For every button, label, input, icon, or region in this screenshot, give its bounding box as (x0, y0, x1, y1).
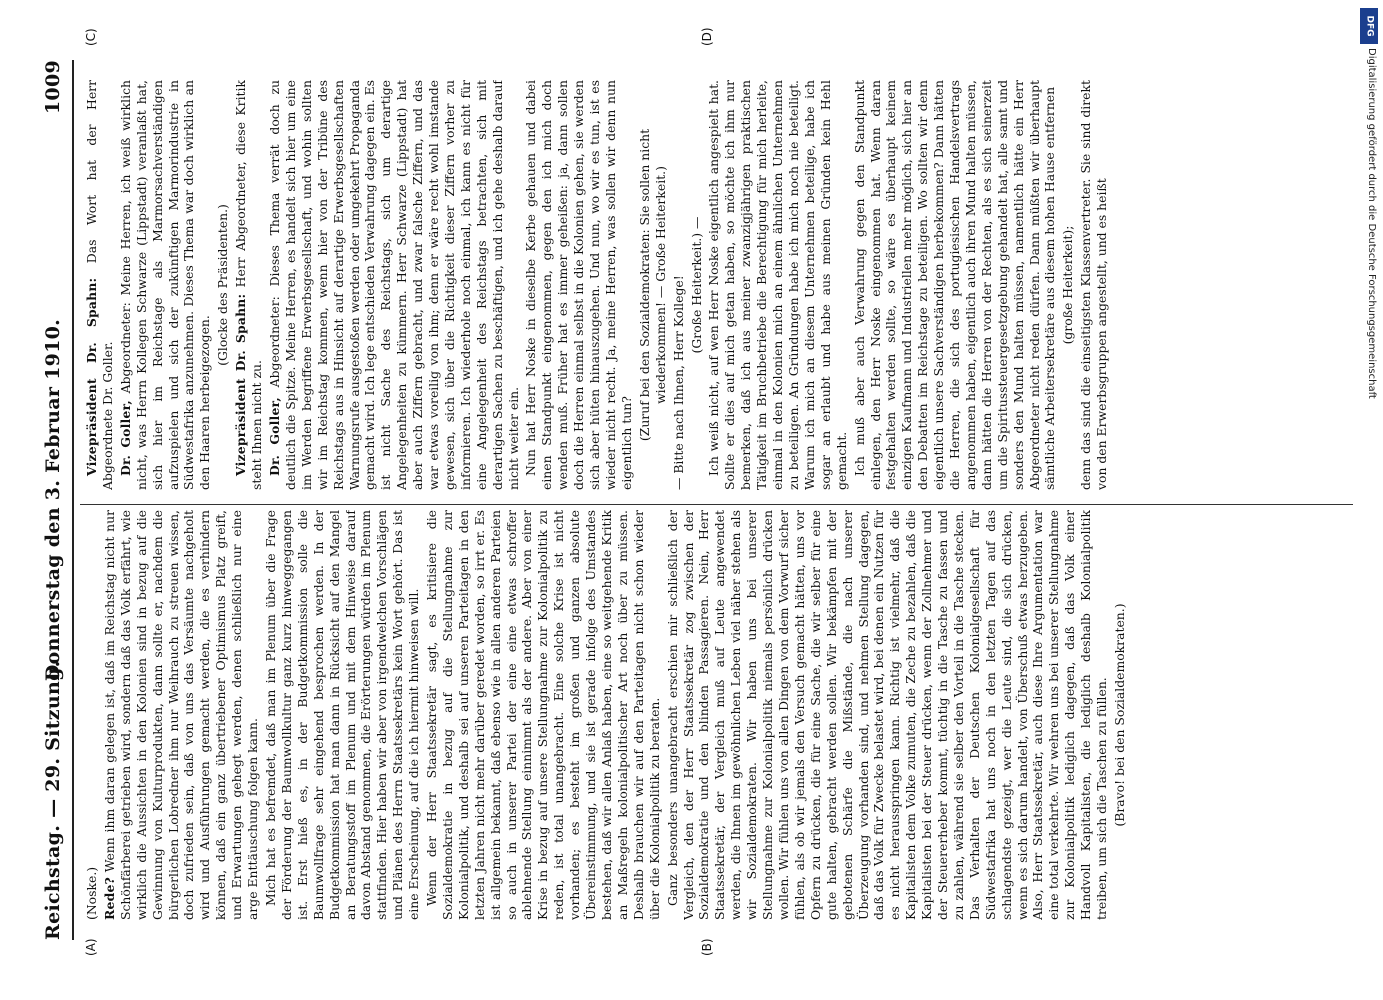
speaker-tag: (Noske.) (84, 866, 99, 920)
paragraph: Ich muß aber auch Verwahrung gegen den Standpunkt einlegen, den Herr Noske eingenommen hat. Wenn daran festgehalten werden sollte, so wäre es überhaupt keinem einzigen Kaufmann und Industriellen mehr möglich, sich hier an den Debatten im Reichstage zu beteiligen. Wo sollten wir denn eigentlich unsere Sachverständigen herbekommen? Dann hätten die Herren, die sich des portugiesischen Handelsvertrags angenommen haben, eigentlich auch ihren Mund halten müssen, dann hätten die Herren von der Rechten, als es sich seinerzeit um die Spiritussteuergesetzgebung gehandelt hat, alle samt und sonders den Mund halten müssen, namentlich hätte ein Herr Abgeordneter nicht reden dürfen. Dann müßten wir überhaupt sämtliche Arbeitersekretäre aus diesem hohen Hause entfernen (851, 80, 1058, 490)
paragraph (84, 80, 116, 490)
page-header (36, 60, 70, 940)
speaker-name: Vizepräsident Dr. Spahn: (84, 277, 99, 476)
paragraph-text: Abgeordneter: Meine Herren, ich weiß wirklich nicht, was Herrn Kollegen Schwarze (Lippstadt) veranlaßt hat, sich hier im Reichstage als Marmorsachverständigen aufzuspielen und sich der zukünftigen Marmorindustrie in Südwestafrika anzunehmen. Dieses Thema war doch wirklich an den Haaren herbeigezogen. (117, 80, 213, 490)
interjection: (Große Heiterkeit.) — (688, 216, 704, 354)
margin-letter-a: (A) (84, 938, 98, 956)
paragraph: Mich hat es befremdet, daß man im Plenum über die Frage der Förderung der Baumwollkultur ganz kurz hinweggegangen ist. Erst hieß es, in der Budgetkommission solle die Baumwollfrage sehr eingehend besprochen werden. In der Budgetkommission hat man dann in Rücksicht auf den Mangel an Beratungsstoff im Plenum und mit dem Hinweise darauf davon Abstand genommen, die Erörterungen würden im Plenum stattfinden. Hier haben wir aber von irgendwelchen Vorschlägen und Plänen des Herrn Staatssekretärs kein Wort gehört. Das ist eine Erscheinung, auf die ich hiermit hinweisen will. (262, 510, 422, 920)
paragraph: denn das sind die einseitigsten Klassenvertreter. Sie sind direkt von den Erwerbsgruppen angestellt, und es heißt (1078, 80, 1110, 490)
header-session: Reichstag. — 29. Sitzung. (42, 660, 64, 940)
paragraph-text: Das Wort hat der Herr Abgeordnete Dr. Goller. (84, 80, 115, 490)
margin-letter-d: (D) (700, 27, 714, 46)
paragraph (267, 80, 522, 490)
paragraph: Ich weiß nicht, auf wen Herr Noske eigentlich angespielt hat. Sollte er dies auf mich getan haben, so möchte ich ihm nur bemerken, daß ich aus meiner zwanzigjährigen praktischen Tätigkeit im Bruchbetriebe die Berechtigung für mich herleite, einmal in den Kolonien mich an einem ähnlichen Unternehmen zu beteiligen. An Gründungen habe ich mich noch nie beteiligt. Warum ich mich an diesem Unternehmen beteilige, habe ich sogar an erlaubt und habe aus meinen Gründen kein Hehl gemacht. (706, 80, 849, 490)
interjection: (große Heiterkeit); (1060, 225, 1076, 345)
paragraph-text: Herr Abgeordneter, diese Kritik steht Ihnen nicht zu. (233, 80, 265, 490)
paragraph: Wenn der Herr Staatssekretär sagt, es kritisiere die Sozialdemokratie in bezug auf die Stellungnahme zur Kolonialpolitik, und deshalb sei auf unseren Parteitagen in den letzten Jahren nicht mehr darüber geredet worden, so irrt er. Es ist allgemein bekannt, daß ebenso wie in allen anderen Parteien so auch in unserer Partei der eine eine etwas schroffer ablehnende Stellung einnimmt als der andere. Aber von einer Krise in bezug auf unsere Stellungnahme zur Kolonialpolitik zu reden, ist total unangebracht. Eine solche Krise ist nicht vorhanden; es besteht im großen und ganzen absolute Übereinstimmung, und sie ist gerade infolge des Umstandes bestehen, daß wir allen Anlaß haben, eine so weitgehende Kritik an Maßregeln kolonialpolitischer Art noch über zu müssen. Deshalb brauchen wir auf den Parteitagen nicht schon wieder über die Kolonialpolitik zu beraten. (424, 510, 662, 920)
paragraph-text: Abgeordneter: Dieses Thema verrät doch zu deutlich die Spitze. Meine Herren, es handelt sich hier um eine im Werden begriffene Erwerbsgesellschaft, und wohin sollten wir im Reichstag kommen, wenn hier von der Tribüne des Reichstags aus in Hinsicht auf derartige Erwerbsgesellschaften Warnungsrufe ausgestoßen werden oder umgekehrt Propaganda gemacht wird. Ich lege entschieden Verwahrung dagegen ein. Es ist nicht Sache des Reichstags, sich um derartige Angelegenheiten zu kümmern. Herr Schwarze (Lippstadt) hat aber auch Ziffern gebracht, und zwar falsche Ziffern, und das war etwas voreilig von ihm; denn er wäre recht wohl imstande gewesen, sich über die Richtigkeit dieser Ziffern vorher zu informieren. Ich wiederhole noch einmal, ich kann es nicht für eine Angelegenheit des Reichstags betrachten, sich mit derartigen Sachen zu beschäftigen, und ich gehe deshalb darauf nicht weiter ein. (266, 80, 521, 490)
dfg-logo: DFG (1360, 8, 1378, 44)
paragraph (233, 80, 265, 490)
interjection: (Zuruf bei den Sozialdemokraten: Sie sollen nicht wiederkommen! — Große Heiterkeit.) (636, 128, 668, 442)
header-date: Donnerstag den 3. Februar 1910. (42, 318, 64, 682)
speaker-name: Dr. Goller, (117, 400, 133, 476)
paragraph: Nun hat Herr Noske in dieselbe Kerbe gehauen und dabei einen Standpunkt eingenommen, gegen den ich mich doch wenden muß. Früher hat es immer geheißen: ja, dann sollen doch die Herren einmal selbst in die Kolonien gehen, sie werden sich aber hüten hinauszugehen. Und nun, wo wir es tun, ist es wieder nicht recht. Ja, meine Herren, was sollen wir denn nun eigentlich tun? (523, 80, 634, 490)
paragraph (102, 510, 261, 920)
paragraph-lead: Rede? (101, 877, 117, 920)
paragraph-text: Wenn ihm daran gelegen ist, daß im Reichstag nicht nur Schönfärberei getrieben wird, sondern daß das Volk erfährt, wie wirklich die Aussichten in den Kolonien sind in bezug auf die Gewinnung von Kulturprodukten, dann sollte er, nachdem die bürgerlichen Lobredner ihm nur Weihrauch zu streuen wissen, doch zufrieden sein, daß von uns das Versäumte nachgeholt wird und Ausführungen gemacht werden, die es verhindern können, daß ein ganz übertriebener Optimismus Platz greift, und Erwartungen gehegt werden, denen schließlich nur eine arge Enttäuschung folgen kann. (101, 510, 261, 920)
paragraph: Ganz besonders unangebracht erschien mir schließlich der Vergleich, den der Herr Staatssekretär zog zwischen der Sozialdemokratie und den blinden Passagieren. Nein, Herr Staatssekretär, der Vergleich muß auf Leute angewendet werden, die Ihnen im gewöhnlichen Leben viel näher stehen als wir Sozialdemokraten. Wir haben uns bei unserer Stellungnahme zur Kolonialpolitik niemals persönlich drücken wollen. Wir fühlen uns von allen Dingen von dem Vorwurf sicher fühlen, als ob wir jemals den Versuch gemacht hätten, uns vor Opfern zu drücken, die für eine Sache, die wir selber für eine gute halten, gebracht werden sollen. Wir bekämpfen mit der gebotenen Schärfe die Mißstände, die nach unserer Überzeugung vorhanden sind, und nehmen Stellung dagegen, daß das Volk für Zwecke belastet wird, bei denen ein Nutzen für es nicht herausspringen kann. Richtig ist vielmehr, daß die Kapitalisten dem Volke zumuten, die Zeche zu bezahlen, daß die Kapitalisten bei der Steuer drücken, wenn der Zollnehmer und der Steuererheber kommt, tüchtig in die Tasche zu fassen und zu zahlen, während sie selber den Vorteil in die Tasche stecken. Das Verhalten der Deutschen Kolonialgesellschaft für Südwestafrika hat uns noch in den letzten Tagen auf das schlagendste gezeigt, wer die Leute sind, die sich drücken, wenn es sich darum handelt, von Überschuß etwas herzugeben. Also, Herr Staatssekretär, auch diese Ihre Argumentation war eine total verkehrte. Wir wehren uns bei unserer Stellungnahme zur Kolonialpolitik lediglich dagegen, daß das Volk einer Handvoll Kapitalisten, die lediglich deshalb Kolonialpolitik treiben, um sich die Taschen zu füllen. (664, 510, 1110, 920)
right-column (84, 80, 1353, 490)
left-column (84, 510, 1353, 920)
digitization-sidebar (1359, 8, 1379, 998)
interjection: (Glocke des Präsidenten.) (215, 204, 231, 366)
column-divider (80, 504, 1353, 505)
margin-letter-c: (C) (84, 28, 98, 46)
header-rule (72, 60, 74, 940)
interjection: — Bitte nach Ihnen, Herr Kollege! (670, 275, 686, 490)
margin-letter-b: (B) (700, 938, 714, 956)
paragraph (118, 80, 213, 490)
speaker-name: Dr. Goller, (266, 397, 282, 476)
interjection: (Bravo! bei den Sozialdemokraten.) (1112, 603, 1127, 827)
speaker-name: Vizepräsident Dr. Spahn: (233, 293, 249, 476)
page-number: 1009 (42, 60, 64, 115)
digitization-credit: Digitalisierung gefördert durch die Deutsche Forschungsgemeinschaft (1366, 48, 1377, 399)
